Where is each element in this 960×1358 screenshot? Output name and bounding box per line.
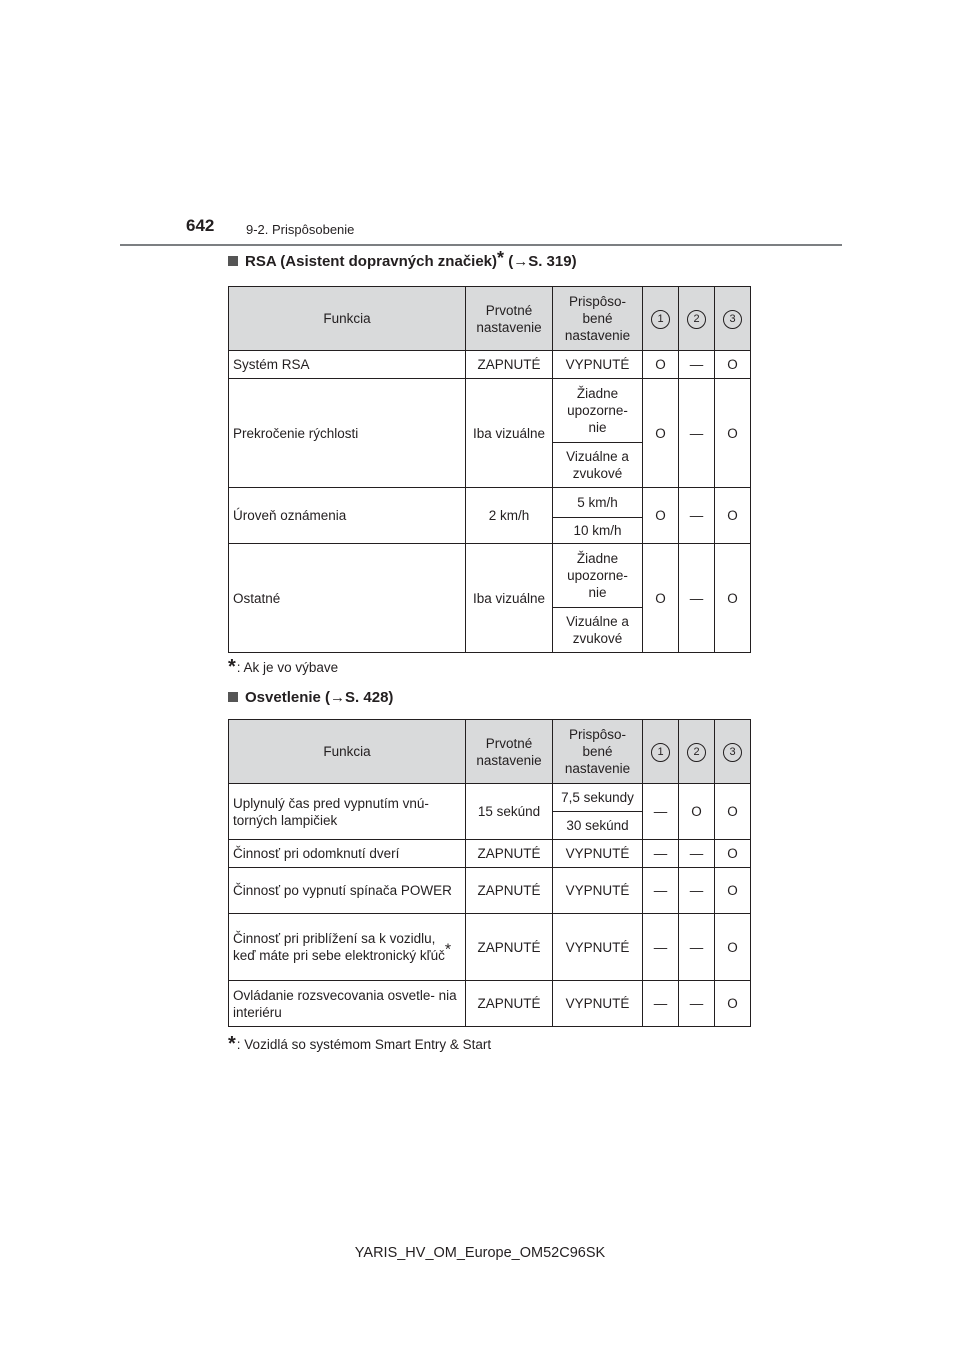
col-header-3 [715,720,751,784]
lighting-title: Osvetlenie [245,689,321,706]
col-header-function: Funkcia [229,287,466,351]
col-header-custom: Prispôso- bené nastavenie [553,720,643,784]
cell-function: Ovládanie rozsvecovania osvetle- nia interiéru [229,981,466,1027]
lighting-table [228,719,751,1027]
col-header-3 [715,287,751,351]
table-row [229,784,751,812]
col-header-2 [679,720,715,784]
rsa-title-ref: (→S. 319) [508,253,577,270]
lighting-title-ref: (→S. 428) [325,689,394,706]
circled-2-icon: 2 [687,310,706,329]
bullet-square-icon [228,256,238,266]
cell-mark-3: O [715,488,751,544]
circled-1-icon: 1 [651,310,670,329]
cell-custom: 7,5 sekundy [553,784,643,812]
bullet-square-icon [228,692,238,702]
cell-custom: VYPNUTÉ [553,914,643,981]
cell-mark-2: O [679,784,715,840]
cell-custom: 30 sekúnd [553,812,643,840]
cell-mark-1: O [643,488,679,544]
cell-default: ZAPNUTÉ [466,351,553,379]
cell-function: Prekročenie rýchlosti [229,379,466,488]
cell-custom: Žiadne upozorne- nie [553,544,643,608]
page-number: 642 [186,216,215,235]
cell-custom: VYPNUTÉ [553,981,643,1027]
cell-mark-1: — [643,784,679,840]
rsa-title: RSA (Asistent dopravných značiek) [245,253,498,270]
cell-mark-1: O [643,544,679,653]
cell-custom: 10 km/h [553,518,643,544]
table-row [229,914,751,981]
cell-custom: Vizuálne a zvukové [553,608,643,653]
lighting-footnote-text: : Vozidlá so systémom Smart Entry & Start [236,1037,492,1052]
rsa-heading [228,248,577,270]
cell-function: Činnosť po vypnutí spínača POWER [229,868,466,914]
cell-mark-2: — [679,981,715,1027]
cell-default: 2 km/h [466,488,553,544]
lighting-footnote [228,1033,492,1055]
col-header-default: Prvotné nastavenie [466,287,553,351]
table-row [229,981,751,1027]
table-row [229,840,751,868]
cell-default: 15 sekúnd [466,784,553,840]
cell-default: ZAPNUTÉ [466,981,553,1027]
page-footer: YARIS_HV_OM_Europe_OM52C96SK [354,1245,606,1261]
cell-function: Uplynulý čas pred vypnutím vnú- torných lampičiek [229,784,466,840]
col-header-custom: Prispôso- bené nastavenie [553,287,643,351]
cell-mark-1: O [643,351,679,379]
cell-default: Iba vizuálne [466,379,553,488]
col-header-default: Prvotné nastavenie [466,720,553,784]
circled-1-icon: 1 [651,743,670,762]
rsa-footnote-text: : Ak je vo výbave [236,660,339,675]
rsa-table [228,286,751,653]
cell-mark-2: — [679,840,715,868]
rsa-footnote [228,656,339,678]
cell-mark-1: — [643,840,679,868]
section-title: 9-2. Prispôsobenie [246,222,355,237]
cell-custom: Vizuálne a zvukové [553,443,643,488]
cell-mark-1: — [643,914,679,981]
cell-mark-1: O [643,379,679,488]
cell-default: ZAPNUTÉ [466,868,553,914]
cell-mark-3: O [715,981,751,1027]
cell-mark-2: — [679,379,715,488]
table-row [229,379,751,443]
cell-custom: Žiadne upozorne- nie [553,379,643,443]
cell-custom: VYPNUTÉ [553,351,643,379]
col-header-2 [679,287,715,351]
cell-function [229,914,466,981]
header-rule [120,244,842,246]
function-text: Činnosť pri priblížení sa k vozidlu, keď máte pri sebe elektronický kľúč [233,931,445,963]
circled-2-icon: 2 [687,743,706,762]
cell-mark-2: — [679,544,715,653]
cell-default: Iba vizuálne [466,544,553,653]
col-header-1 [643,287,679,351]
cell-mark-3: O [715,351,751,379]
col-header-function: Funkcia [229,720,466,784]
table-header-row [229,720,751,784]
cell-mark-2: — [679,914,715,981]
cell-mark-3: O [715,544,751,653]
cell-mark-3: O [715,784,751,840]
table-row [229,868,751,914]
function-star: * [444,941,452,959]
table-row [229,488,751,518]
cell-mark-3: O [715,379,751,488]
cell-mark-2: — [679,488,715,544]
table-row [229,544,751,608]
circled-3-icon: 3 [723,743,742,762]
cell-function: Systém RSA [229,351,466,379]
cell-default: ZAPNUTÉ [466,840,553,868]
cell-custom: VYPNUTÉ [553,840,643,868]
table-row [229,351,751,379]
cell-mark-3: O [715,868,751,914]
cell-default: ZAPNUTÉ [466,914,553,981]
cell-function: Ostatné [229,544,466,653]
cell-mark-2: — [679,351,715,379]
cell-mark-2: — [679,868,715,914]
lighting-heading [228,689,393,706]
cell-custom: 5 km/h [553,488,643,518]
cell-custom: VYPNUTÉ [553,868,643,914]
footnote-star: * [228,656,236,678]
footnote-star: * [228,1033,236,1055]
cell-function: Činnosť pri odomknutí dverí [229,840,466,868]
cell-mark-1: — [643,981,679,1027]
cell-mark-1: — [643,868,679,914]
cell-function: Úroveň oznámenia [229,488,466,544]
col-header-1 [643,720,679,784]
cell-mark-3: O [715,914,751,981]
rsa-title-star: * [497,248,505,268]
table-header-row [229,287,751,351]
cell-mark-3: O [715,840,751,868]
circled-3-icon: 3 [723,310,742,329]
